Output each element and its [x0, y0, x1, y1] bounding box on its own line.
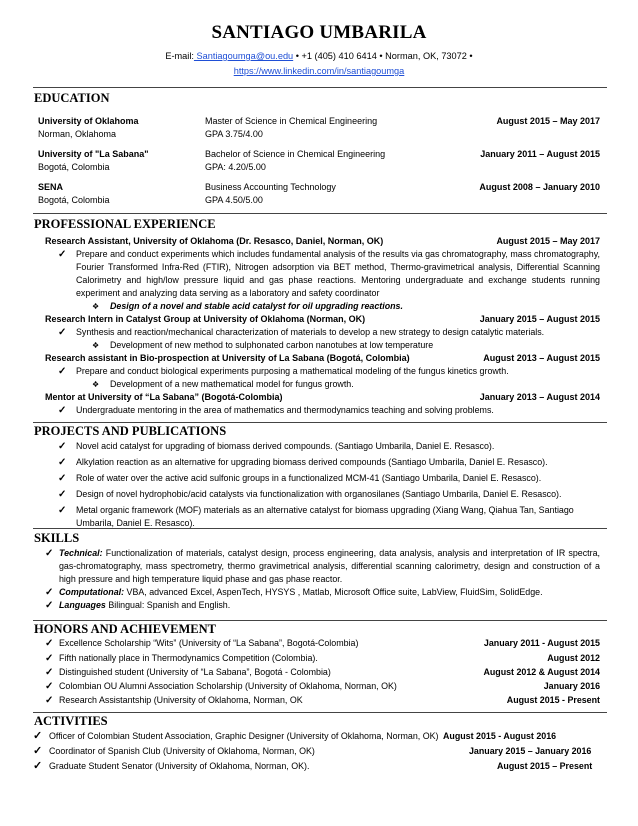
project-text: Novel acid catalyst for upgrading of biomass derived compounds. (Santiago Umbarila, Daniel E. Resasco).: [76, 441, 495, 451]
skill-detail: Bilingual: Spanish and English.: [105, 600, 231, 610]
project-text: Role of water over the active acid sulfonic groups in a functionalized MCM-41 (Santiago Umbarila, Daniel E. Resasco).: [76, 473, 542, 483]
honor-item: [45, 680, 600, 693]
check-icon: ✓: [58, 366, 67, 377]
school-name: SENA: [38, 182, 64, 192]
school-name: University of "La Sabana": [38, 149, 149, 159]
section-divider: [33, 620, 607, 621]
skills-heading: SKILLS: [34, 531, 80, 545]
sub-bullet-text: Development of new method to sulphonated carbon nanotubes at low temperature: [110, 340, 434, 350]
diamond-icon: ❖: [92, 380, 100, 389]
check-icon: ✓: [33, 745, 43, 757]
check-icon: ✓: [45, 638, 54, 649]
check-icon: ✓: [45, 587, 54, 598]
skill-label: Computational:: [59, 587, 125, 597]
check-icon: ✓: [58, 473, 67, 484]
check-icon: ✓: [58, 249, 67, 260]
honor-date: January 2011 - August 2015: [483, 638, 600, 648]
job-bullet: [58, 404, 600, 417]
skill-label: Languages: [59, 600, 106, 610]
job-title: Research assistant in Bio-prospection at University of La Sabana (Bogotá, Colombia): [45, 353, 410, 363]
diamond-icon: ❖: [92, 302, 100, 311]
skill-item: [45, 547, 600, 586]
honor-date: August 2015 - Present: [506, 695, 600, 705]
skill-text: [45, 600, 230, 610]
check-icon: ✓: [58, 489, 67, 500]
dates: August 2015 – May 2017: [496, 116, 600, 126]
gpa: GPA 4.50/5.00: [205, 195, 263, 205]
honor-date: January 2016: [543, 681, 600, 691]
honor-text: Colombian OU Alumni Association Scholarship (University of Oklahoma, Norman, OK): [59, 681, 397, 691]
dates: January 2011 – August 2015: [480, 149, 600, 159]
school-location: Bogotá, Colombia: [38, 195, 110, 205]
school-name: University of Oklahoma: [38, 116, 139, 126]
gpa: GPA 3.75/4.00: [205, 129, 263, 139]
school-location: Norman, Oklahoma: [38, 129, 117, 139]
honor-item: [45, 666, 600, 679]
school-location: Bogotá, Colombia: [38, 162, 110, 172]
job-title: Research Assistant, University of Oklahoma (Dr. Resasco, Daniel, Norman, OK): [45, 236, 384, 246]
bullet-text: Undergraduate mentoring in the area of mathematics and thermodynamics teaching and solving problems.: [76, 405, 494, 415]
check-icon: ✓: [33, 760, 43, 772]
project-item: [58, 488, 600, 501]
section-divider: [33, 87, 607, 88]
skill-label: Technical:: [59, 548, 103, 558]
bullet-text: Synthesis and reaction/mechanical characterization of materials to develop a new strategy to design catalytic materials.: [76, 327, 545, 337]
job-title-row: [45, 313, 600, 326]
section-divider: [33, 213, 607, 214]
job-dates: January 2013 – August 2014: [479, 392, 600, 402]
section-divider: [33, 528, 607, 529]
activity-date: August 2015 - August 2016: [442, 731, 557, 741]
job-title: Research Intern in Catalyst Group at University of Oklahoma (Norman, OK): [45, 314, 366, 324]
education-heading: EDUCATION: [34, 91, 110, 105]
skill-item: [45, 586, 600, 599]
dates: August 2008 – January 2010: [479, 182, 600, 192]
job-bullet: [58, 248, 600, 300]
honor-item: [45, 652, 600, 665]
project-item: [58, 472, 600, 485]
check-icon: ✓: [45, 600, 54, 611]
bullet-text: Prepare and conduct biological experiments purposing a mathematical modeling of the fungus kinetics growth.: [76, 366, 509, 376]
check-icon: ✓: [58, 505, 67, 516]
project-item: [58, 456, 600, 469]
job-title: Mentor at University of “La Sabana” (Bogotá-Colombia): [45, 392, 283, 402]
job-dates: August 2015 – May 2017: [496, 236, 600, 246]
check-icon: ✓: [58, 327, 67, 338]
honor-text: Research Assistantship (University of Oklahoma, Norman, OK: [59, 695, 303, 705]
job-bullet: [58, 326, 600, 339]
email-link[interactable]: Santiagoumga@ou.edu: [193, 51, 294, 61]
skill-text: [45, 547, 600, 586]
job-dates: January 2015 – August 2015: [479, 314, 600, 324]
activities-heading: ACTIVITIES: [34, 714, 108, 728]
activity-text: Officer of Colombian Student Association, Graphic Designer (University of Oklahoma, Norman, OK): [49, 731, 439, 741]
skill-detail: Functionalization of materials, catalyst design, process engineering, data analysis, analysis and interpretation of IR spectra, gas-chromatography, mass spectrometry, thermo gravimetrical analysis, differential scanning calorimetry, design and construction of a high pressure and high temperature liquid phase and gas phase reactor.: [59, 548, 600, 584]
honors-heading: HONORS AND ACHIEVEMENT: [34, 622, 216, 636]
check-icon: ✓: [58, 441, 67, 452]
job-sub-bullet: [92, 300, 600, 313]
job-bullet: [58, 365, 600, 378]
skill-item: [45, 599, 600, 612]
activity-date: January 2015 – January 2016: [469, 746, 592, 756]
project-text: Metal organic framework (MOF) materials as an alternative catalyst for biomass upgrading (Xiang Wang, Qiahua Tan, Santiago Umbarila, Daniel E. Resasco).: [76, 505, 574, 528]
email-label: E-mail:: [165, 51, 194, 61]
job-title-row: [45, 352, 600, 365]
check-icon: ✓: [45, 681, 54, 692]
skill-text: [45, 587, 543, 597]
contact-details: • +1 (405) 410 6414 • Norman, OK, 73072 •: [293, 51, 473, 61]
diamond-icon: ❖: [92, 341, 100, 350]
honor-text: Excellence Scholarship “Wits” (University of “La Sabana”, Bogotá-Colombia): [59, 638, 359, 648]
project-text: Design of novel hydrophobic/acid catalysts via functionalization with organosilanes (Santiago Umbarila, Daniel E. Resasco).: [76, 489, 562, 499]
job-sub-bullet: [92, 339, 600, 352]
activity-date: August 2015 – Present: [497, 761, 593, 771]
check-icon: ✓: [58, 457, 67, 468]
project-item: [58, 440, 600, 453]
degree: Master of Science in Chemical Engineering: [205, 116, 378, 126]
job-title-row: [45, 391, 600, 404]
honor-date: August 2012: [547, 653, 600, 663]
section-divider: [33, 712, 607, 713]
candidate-name: SANTIAGO UMBARILA: [211, 22, 427, 43]
check-icon: ✓: [33, 730, 43, 742]
linkedin-link[interactable]: https://www.linkedin.com/in/santiagoumga: [233, 66, 405, 76]
sub-bullet-text: Design of a novel and stable acid catalyst for oil upgrading reactions.: [110, 301, 403, 311]
check-icon: ✓: [45, 548, 54, 559]
activity-text: Coordinator of Spanish Club (University of Oklahoma, Norman, OK): [49, 746, 315, 756]
project-item: [58, 504, 600, 530]
project-text: Alkylation reaction as an alternative for upgrading biomass derived compounds (Santiago Umbarila, Daniel E. Resasco).: [76, 457, 548, 467]
activity-item: [33, 730, 618, 743]
degree: Business Accounting Technology: [205, 182, 336, 192]
projects-heading: PROJECTS AND PUBLICATIONS: [34, 424, 227, 438]
section-divider: [33, 422, 607, 423]
check-icon: ✓: [45, 667, 54, 678]
job-dates: August 2013 – August 2015: [483, 353, 600, 363]
gpa: GPA: 4.20/5.00: [205, 162, 266, 172]
honor-date: August 2012 & August 2014: [483, 667, 600, 677]
check-icon: ✓: [45, 653, 54, 664]
honor-text: Distinguished student (University of “La Sabana”, Bogotá - Colombia): [59, 667, 331, 677]
check-icon: ✓: [58, 405, 67, 416]
honor-item: [45, 694, 600, 707]
honor-item: [45, 637, 600, 650]
skill-detail: VBA, advanced Excel, AspenTech, HYSYS , Matlab, Microsoft Office suite, LabView, FluidSim, SolidEdge.: [124, 587, 543, 597]
activity-text: Graduate Student Senator (University of Oklahoma, Norman, OK).: [49, 761, 310, 771]
honor-text: Fifth nationally place in Thermodynamics Competition (Colombia).: [59, 653, 318, 663]
experience-heading: PROFESSIONAL EXPERIENCE: [34, 217, 216, 231]
degree: Bachelor of Science in Chemical Engineering: [205, 149, 386, 159]
sub-bullet-text: Development of a new mathematical model for fungus growth.: [110, 379, 354, 389]
job-title-row: [45, 235, 600, 248]
contact-block: [0, 49, 638, 79]
job-sub-bullet: [92, 378, 600, 391]
activity-item: [33, 745, 618, 758]
bullet-text: Prepare and conduct experiments which includes fundamental analysis of the results via gas chromatography, mass chromatography, Fourier Transformed Infra-Red (FTIR), Nitrogen adsorption via BET method, Thermo-gravimetrical analysis, Differential Scanning Calorimetry and high/low pressure liquid and gas phase reactions. Mentoring undergraduate and exchange students running experiment and analyzing data serving as a laboratory and safety coordinator: [76, 249, 600, 298]
activity-item: [33, 760, 618, 773]
check-icon: ✓: [45, 695, 54, 706]
